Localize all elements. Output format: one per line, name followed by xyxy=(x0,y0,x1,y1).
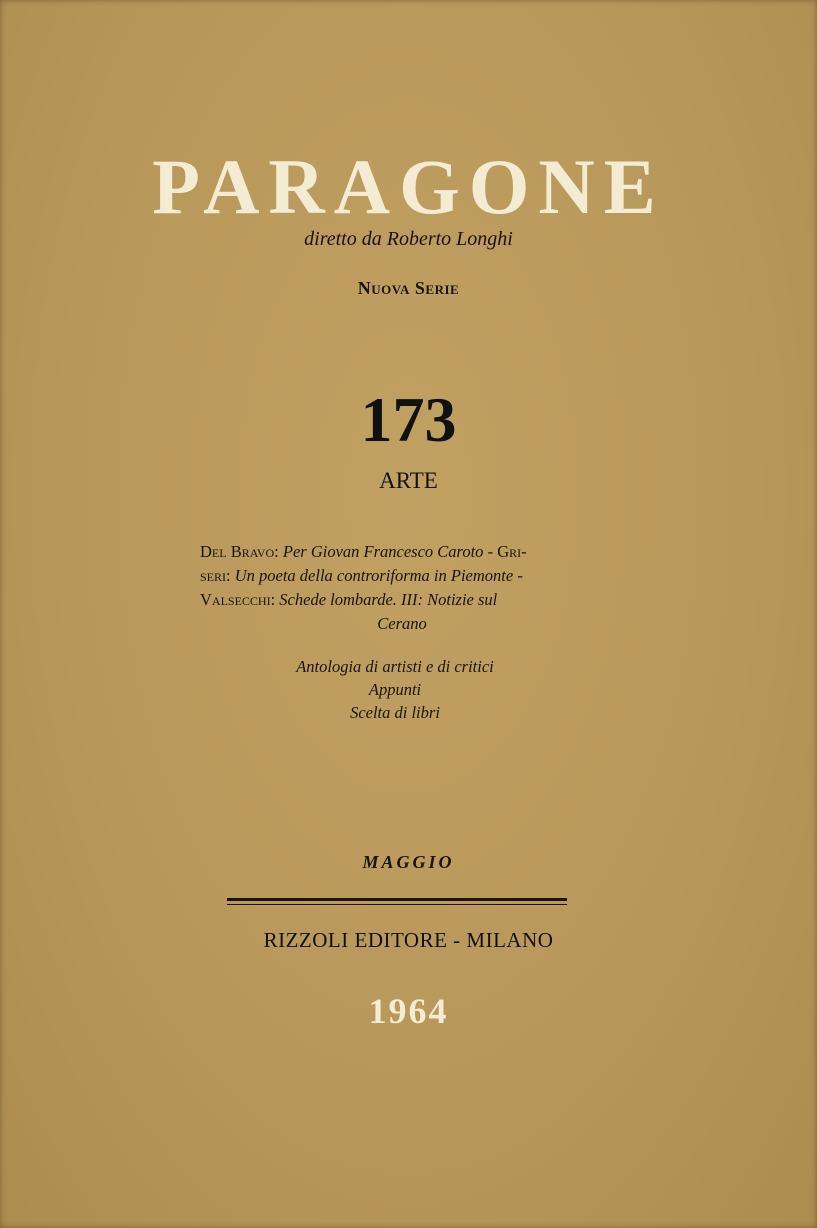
separator: - xyxy=(483,542,498,561)
section-label: ARTE xyxy=(379,468,438,493)
contents-line xyxy=(200,588,604,612)
magazine-title: PARAGONE xyxy=(152,143,665,230)
article-author: Gri- xyxy=(497,542,527,561)
separator: - xyxy=(513,566,523,585)
issue-number: 173 xyxy=(360,384,457,455)
extras-item: Appunti xyxy=(368,680,422,699)
article-title: Schede lombarde. III: Notizie sul xyxy=(279,590,498,609)
article-title: Per Giovan Francesco Caroto xyxy=(282,542,484,561)
divider-rule xyxy=(227,898,567,901)
director-credit: diretto da Roberto Longhi xyxy=(304,228,513,250)
contents-line xyxy=(200,540,604,564)
series-label: Nuova Serie xyxy=(357,278,460,298)
extras-item: Antologia di artisti e di critici xyxy=(296,657,494,676)
contents-line xyxy=(200,564,604,588)
contents-line: Cerano xyxy=(377,614,427,633)
article-author: Valsecchi: xyxy=(200,590,276,609)
publisher-line: RIZZOLI EDITORE - MILANO xyxy=(263,928,554,952)
article-author: seri: xyxy=(200,566,231,585)
divider-rule xyxy=(227,904,567,905)
issue-month: MAGGIO xyxy=(362,852,455,872)
extras-list xyxy=(0,655,790,724)
article-author: Del Bravo: xyxy=(200,542,279,561)
article-title: Un poeta della controriforma in Piemonte xyxy=(234,566,514,585)
table-of-contents xyxy=(200,540,604,636)
issue-year: 1964 xyxy=(368,991,449,1031)
extras-item: Scelta di libri xyxy=(350,703,440,722)
